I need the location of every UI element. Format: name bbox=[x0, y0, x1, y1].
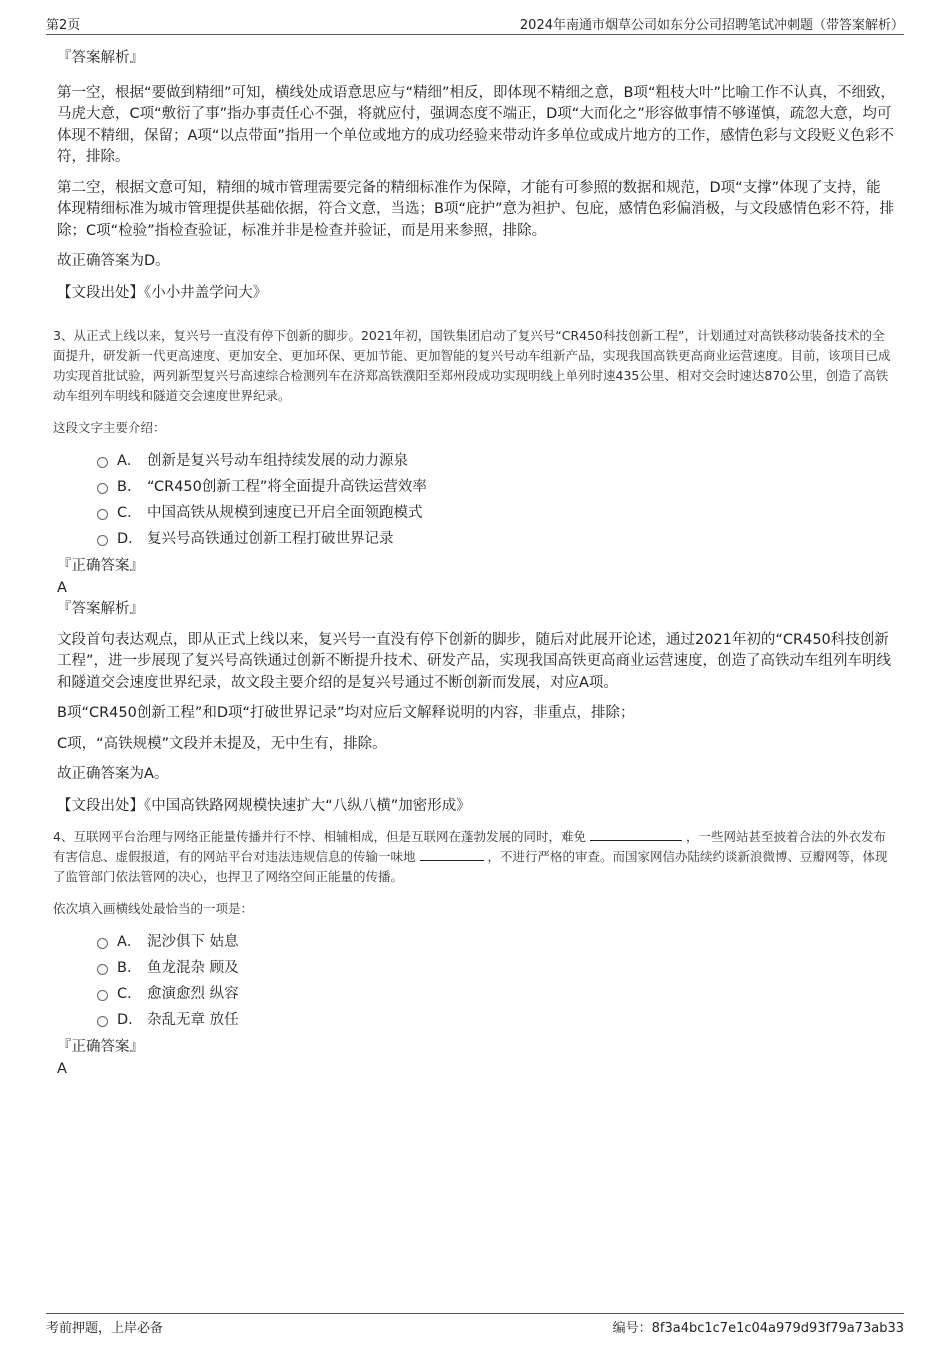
q2-source: 【文段出处】《小小井盖学问大》 bbox=[57, 284, 268, 301]
q4-option-a[interactable]: A． 泥沙俱下 姑息 bbox=[57, 929, 895, 955]
q4-options bbox=[57, 929, 895, 1033]
document-title: 2024年南通市烟草公司如东分公司招聘笔试冲刺题（带答案解析） bbox=[519, 18, 904, 33]
page-footer bbox=[46, 1313, 904, 1334]
page-number: 第2页 bbox=[46, 18, 81, 33]
radio-icon[interactable] bbox=[97, 509, 108, 520]
q3-analysis-p4: 故正确答案为A。 bbox=[57, 766, 169, 782]
q3-answer-label: 『正确答案』 bbox=[57, 558, 144, 574]
q4-answer: A bbox=[57, 1060, 67, 1077]
q3-option-a[interactable]: A． 创新是复兴号动车组持续发展的动力源泉 bbox=[57, 448, 895, 474]
radio-icon[interactable] bbox=[97, 964, 108, 975]
q2-analysis-p1: 第一空，根据“要做到精细”可知，横线处成语意思应与“精细”相反，即体现不精细之意，B项“粗枝大叶”比喻工作不认真，不细致，马虎大意，C项“敷衍了事”指办事责任心不强，将就应付，强调态度不端正，D项“大而化之”形容做事情不够谨慎，疏忽大意，均可体现不精细，保留；A项“以点带面”指用一个单位或地方的成功经验来带动许多单位或成片地方的工作，感情色彩与文段贬义色彩不符，排除。 bbox=[57, 84, 896, 165]
fill-blank-2[interactable] bbox=[420, 847, 484, 861]
q4-stem: 4、互联网平台治理与网络正能量传播并行不悖、相辅相成，但是互联网在蓬勃发展的同时，难免 ，一些网站甚至披着合法的外衣发布有害信息、虚假报道，有的网站平台对违法违规信息的传输一味地 ，不进行严格的审查。而国家网信办陆续约谈新浪微博、豆瓣网等，体现了监管部门依法管网的决心，也捍卫了网络空间正能量的传播。 bbox=[53, 829, 888, 884]
q3-source: 【文段出处】《中国高铁路网规模快速扩大“八纵八横”加密形成》 bbox=[57, 797, 471, 814]
radio-icon[interactable] bbox=[97, 483, 108, 494]
question-3 bbox=[53, 326, 895, 817]
document-body bbox=[53, 48, 896, 1080]
q4-prompt: 依次填入画横线处最恰当的一项是： bbox=[53, 901, 254, 916]
question-4 bbox=[53, 827, 895, 1080]
q3-options bbox=[57, 448, 895, 552]
q3-analysis-p2: B项“CR450创新工程”和D项“打破世界记录”均对应后文解释说明的内容，非重点，排除； bbox=[57, 705, 635, 721]
q4-answer-label: 『正确答案』 bbox=[57, 1039, 144, 1055]
q3-option-c[interactable]: C． 中国高铁从规模到速度已开启全面领跑模式 bbox=[57, 500, 895, 526]
q4-option-c[interactable]: C． 愈演愈烈 纵容 bbox=[57, 981, 895, 1007]
q2-analysis-label: 『答案解析』 bbox=[57, 50, 144, 66]
q4-option-b[interactable]: B． 鱼龙混杂 顾及 bbox=[57, 955, 895, 981]
q2-analysis-p3: 故正确答案为D。 bbox=[57, 253, 170, 269]
radio-icon[interactable] bbox=[97, 1016, 108, 1027]
q3-option-b[interactable]: B． “CR450创新工程”将全面提升高铁运营效率 bbox=[57, 474, 895, 500]
q3-analysis-p3: C项，“高铁规模”文段并未提及，无中生有，排除。 bbox=[57, 735, 387, 752]
radio-icon[interactable] bbox=[97, 535, 108, 546]
radio-icon[interactable] bbox=[97, 457, 108, 468]
q3-prompt: 这段文字主要介绍： bbox=[53, 420, 166, 435]
radio-icon[interactable] bbox=[97, 938, 108, 949]
page-header bbox=[46, 14, 904, 35]
document-id: 编号：8f3a4bc1c7e1c04a979d93f79a73ab33 bbox=[612, 1321, 904, 1336]
q3-stem: 3、从正式上线以来，复兴号一直没有停下创新的脚步。2021年初，国铁集团启动了复兴号“CR450科技创新工程”，计划通过对高铁移动装备技术的全面提升，研发新一代更高速度、更加安全、更加环保、更加节能、更加智能的复兴号动车组新产品，实现我国高铁更高商业运营速度。目前，该项目已成功实现首批试验，两列新型复兴号高速综合检测列车在济郑高铁濮阳至郑州段成功实现明线上单列时速435公里、相对交会时速达870公里，创造了高铁动车组列车明线和隧道交会速度世界纪录。 bbox=[53, 328, 891, 403]
q2-analysis-section bbox=[57, 48, 895, 304]
q3-option-d[interactable]: D． 复兴号高铁通过创新工程打破世界记录 bbox=[57, 526, 895, 552]
radio-icon[interactable] bbox=[97, 990, 108, 1001]
q3-analysis-label: 『答案解析』 bbox=[57, 601, 144, 617]
q2-analysis-p2: 第二空，根据文意可知，精细的城市管理需要完备的精细标准作为保障，才能有可参照的数据和规范，D项“支撑”体现了支持，能体现精细标准为城市管理提供基础依据，符合文意，当选；B项“庇护”意为袒护、包庇，感情色彩偏消极，与文段感情色彩不符，排除；C项“检验”指检查验证，标准并非是检查并验证，而是用来参照，排除。 bbox=[57, 179, 894, 239]
q3-answer: A bbox=[57, 579, 67, 596]
fill-blank-1[interactable] bbox=[590, 827, 682, 841]
q3-analysis-p1: 文段首句表达观点，即从正式上线以来，复兴号一直没有停下创新的脚步，随后对此展开论述，通过2021年初的“CR450科技创新工程”，进一步展现了复兴号高铁通过创新不断提升技术、研发产品，实现我国高铁更高商业运营速度，创造了高铁动车组列车明线和隧道交会速度世界纪录，故文段主要介绍的是复兴号通过不断创新而发展，对应A项。 bbox=[57, 631, 892, 691]
q4-option-d[interactable]: D． 杂乱无章 放任 bbox=[57, 1007, 895, 1033]
footer-slogan: 考前押题，上岸必备 bbox=[46, 1321, 164, 1336]
